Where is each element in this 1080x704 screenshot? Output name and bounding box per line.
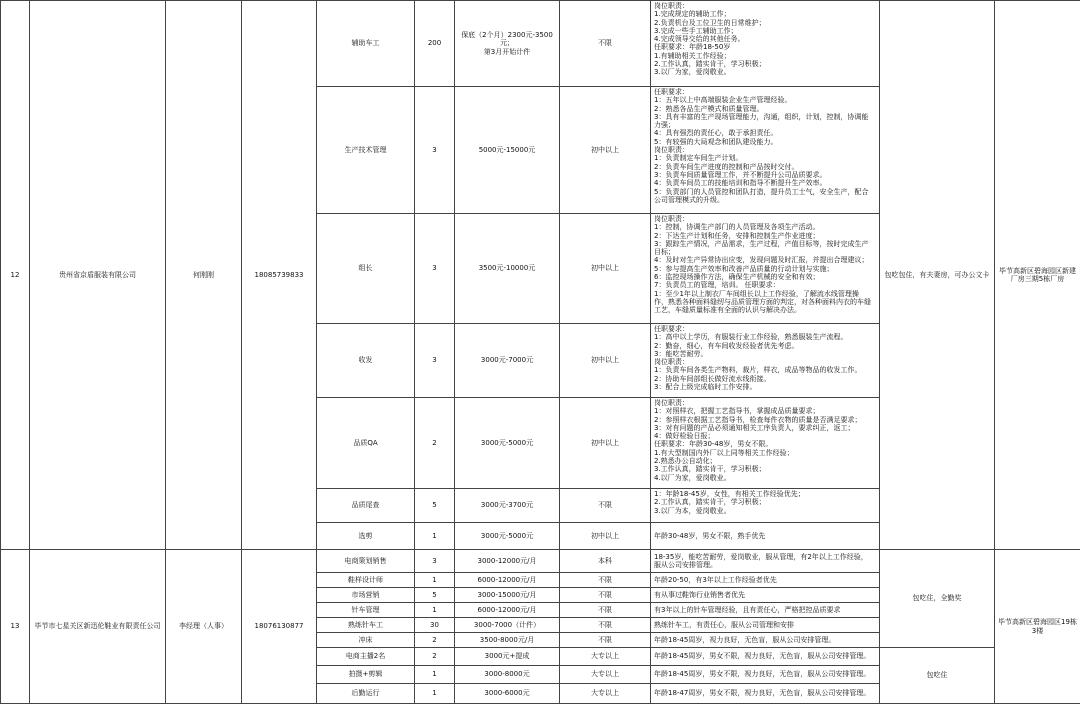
job-count: 1 [415, 684, 455, 704]
job-education: 初中以上 [560, 523, 651, 550]
job-salary: 3000元-7000元 [455, 324, 560, 398]
job-title: 针车管理 [317, 603, 415, 618]
job-title: 冲床 [317, 633, 415, 648]
job-salary: 3000元-5000元 [455, 523, 560, 550]
job-requirements: 熟练针车工，有责任心，服从公司管理和安排 [651, 618, 880, 633]
job-requirements: 岗位职责： 1：对照样衣，把握工艺指导书，掌握成品质量要求； 2：参照样衣根据工艺指导书，检查每件衣物的质量是否满足要求； 3：对有问题的产品必须通知相关工序负责人，要求纠正，返工； 4：做好检验日报； 任职要求：年龄30-48岁，男女不限。 1.有大型制国内外厂以上同等相关工作经验； 2.熟悉办公自动化； 3.工作认真，踏实肯干，学习积极； 4.以厂为家，爱岗敬业。 [651, 398, 880, 489]
job-title: 收发 [317, 324, 415, 398]
job-count: 2 [415, 648, 455, 666]
company-name: 毕节市七星关区新迅伦鞋业有限责任公司 [30, 550, 166, 704]
job-salary: 3000元-3700元 [455, 489, 560, 523]
company-address: 毕节高新区碧海园区19栋3楼 [995, 550, 1080, 704]
job-requirements: 有3年以上的针车管理经验，且有责任心，严格把控品质要求 [651, 603, 880, 618]
job-count: 1 [415, 523, 455, 550]
job-salary: 3000元+提成 [455, 648, 560, 666]
job-education: 不限 [560, 618, 651, 633]
job-count: 1 [415, 666, 455, 684]
job-salary: 3000元-5000元 [455, 398, 560, 489]
job-requirements: 年龄18-45周岁，男女不限，视力良好，无色盲，服从公司安排管理。 [651, 648, 880, 666]
table-row [1, 550, 1080, 573]
company-address: 毕节高新区碧海园区新建厂房三期5栋厂房 [995, 1, 1080, 550]
job-requirements: 年龄30-48岁，男女不限，熟手优先 [651, 523, 880, 550]
job-count: 2 [415, 633, 455, 648]
job-count: 2 [415, 398, 455, 489]
job-count: 3 [415, 214, 455, 324]
job-salary: 3000-7000（计件） [455, 618, 560, 633]
job-title: 电商策划销售 [317, 550, 415, 573]
table-row [1, 1, 1080, 87]
job-title: 市场营销 [317, 588, 415, 603]
job-count: 30 [415, 618, 455, 633]
job-title: 组长 [317, 214, 415, 324]
contact-phone: 18076130877 [242, 550, 317, 704]
company-benefits: 包吃住，全勤奖 [880, 550, 995, 648]
job-education: 初中以上 [560, 324, 651, 398]
job-salary: 3500-8000元/月 [455, 633, 560, 648]
job-education: 大专以上 [560, 648, 651, 666]
job-salary: 6000-12000元/月 [455, 603, 560, 618]
job-title: 选剪 [317, 523, 415, 550]
job-education: 不限 [560, 588, 651, 603]
job-requirements: 岗位职责： 1：控制，协调生产部门的人员管理及各项生产活动。 2：下达生产计划和任务，安排和控制生产作业进度； 3：跟踪生产情况，产品需求，生产过程，产值目标等，按时完成生产 目标； 4：及时对生产异常协出应变，发现问题及时汇报，并提出合理建议； 5：参与提高生产效率和改善产品质量的行动计划与实施； 6：监控现场操作方法，确保生产机械的安全和有效； 7：负责员工的管理，培训。 任职要求： 1：至少1年以上制衣厂车间组长以上工作经验，了解流水线管理操 作，熟悉各种面料缝纫与品质管理方面的判定，对各种面料内衣的车缝 工艺，车缝质量标准有全面的认识与解决办法。 [651, 214, 880, 324]
contact-phone: 18085739833 [242, 1, 317, 550]
job-count: 3 [415, 87, 455, 214]
job-count: 1 [415, 573, 455, 588]
company-name: 贵州省京盾服装有限公司 [30, 1, 166, 550]
job-requirements: 年龄18-45周岁，视力良好，无色盲，服从公司安排管理。 [651, 633, 880, 648]
job-count: 5 [415, 489, 455, 523]
job-salary: 6000-12000元/月 [455, 573, 560, 588]
job-salary: 3500元-10000元 [455, 214, 560, 324]
job-requirements: 年龄18-47周岁，男女不限，视力良好，无色盲，服从公司安排管理。 [651, 684, 880, 704]
job-education: 初中以上 [560, 398, 651, 489]
job-salary: 保底（2个月）2300元-3500元； 第3月开始计件 [455, 1, 560, 87]
job-requirements: 18-35岁，能吃苦耐劳，爱岗敬业，服从管理，有2年以上工作经验， 服从公司安排管理。 [651, 550, 880, 573]
job-salary: 3000-12000元/月 [455, 550, 560, 573]
job-title: 后勤运行 [317, 684, 415, 704]
job-count: 3 [415, 550, 455, 573]
company-benefits: 包吃包住，有夫妻房，可办公文卡 [880, 1, 995, 550]
job-education: 不限 [560, 633, 651, 648]
job-education: 初中以上 [560, 214, 651, 324]
job-title: 生产技术管理 [317, 87, 415, 214]
job-requirements: 有从事过鞋饰行业销售者优先 [651, 588, 880, 603]
job-education: 不限 [560, 603, 651, 618]
job-title: 品质尾查 [317, 489, 415, 523]
job-salary: 3000-8000元 [455, 666, 560, 684]
job-education: 不限 [560, 1, 651, 87]
job-requirements: 年龄18-45周岁，男女不限，视力良好，无色盲，服从公司安排管理。 [651, 666, 880, 684]
job-requirements: 任职要求： 1：高中以上学历，有服装行业工作经验，熟悉服装生产流程。 2：勤奋，细心，有车间收发经验者优先考虑。 3：能吃苦耐劳。 岗位职责： 1：负责车间各类生产物料，裁片，样衣，成品等物品的收发工作。 2：协助车间部组长做好流水线衔接。 3：配合上级完成临时工作安排。 [651, 324, 880, 398]
job-requirements: 1：年龄18-45岁，女性，有相关工作经验优先； 2.工作认真，踏实肯干，学习积极； 3.以厂为本，爱岗敬业。 [651, 489, 880, 523]
job-requirements: 岗位职责： 1.完成规定的辅助工作； 2.负责机台及工位卫生的日常维护； 3.完成一些手工辅助工作； 4.完成领导交给的其他任务。 任职要求：年龄18-50岁 1.有辅助相关工作经验； 2.工作认真，踏实肯干，学习积极； 3.以厂为家，爱岗敬业。 [651, 1, 880, 87]
contact-person: 何刚刚 [166, 1, 242, 550]
contact-person: 李经理（人事） [166, 550, 242, 704]
job-education: 大专以上 [560, 684, 651, 704]
job-education: 初中以上 [560, 87, 651, 214]
job-salary: 3000-6000元 [455, 684, 560, 704]
job-salary: 5000元-15000元 [455, 87, 560, 214]
job-requirements: 年龄20-50，有3年以上工作经验者优先 [651, 573, 880, 588]
job-education: 本科 [560, 550, 651, 573]
job-education: 不限 [560, 489, 651, 523]
job-count: 200 [415, 1, 455, 87]
job-title: 鞋样设计师 [317, 573, 415, 588]
job-education: 不限 [560, 573, 651, 588]
job-title: 辅助车工 [317, 1, 415, 87]
job-title: 拍摄+剪辑 [317, 666, 415, 684]
job-title: 熟练针车工 [317, 618, 415, 633]
job-salary: 3000-15000元/月 [455, 588, 560, 603]
row-number: 12 [1, 1, 30, 550]
job-count: 5 [415, 588, 455, 603]
job-count: 3 [415, 324, 455, 398]
job-education: 大专以上 [560, 666, 651, 684]
company-benefits: 包吃住 [880, 648, 995, 704]
row-number: 13 [1, 550, 30, 704]
job-requirements: 任职要求： 1：五年以上中高端服装企业生产管理经验。 2：熟悉各品生产模式和质量管理。 3：具有丰富的生产现场管理能力，沟通，组织，计划，控制，协调能 力强； 4：具有强烈的责任心，敢于承担责任。 5：有较强的大局观念和团队建设能力。 岗位职责： 1：负责制定车间生产计划。 2：负责车间生产进度的控制和产品按时交付。 3：负责车间质量管理工作，并不断提升公司品质要求。 4：负责车间员工的技能培训和指导不断提升生产效率。 5：负责部门的人员管控和团队打造，提升员工士气，安全生产，配合 公司管理模式的升级。 [651, 87, 880, 214]
job-count: 1 [415, 603, 455, 618]
job-title: 品质QA [317, 398, 415, 489]
job-title: 电商主播2名 [317, 648, 415, 666]
